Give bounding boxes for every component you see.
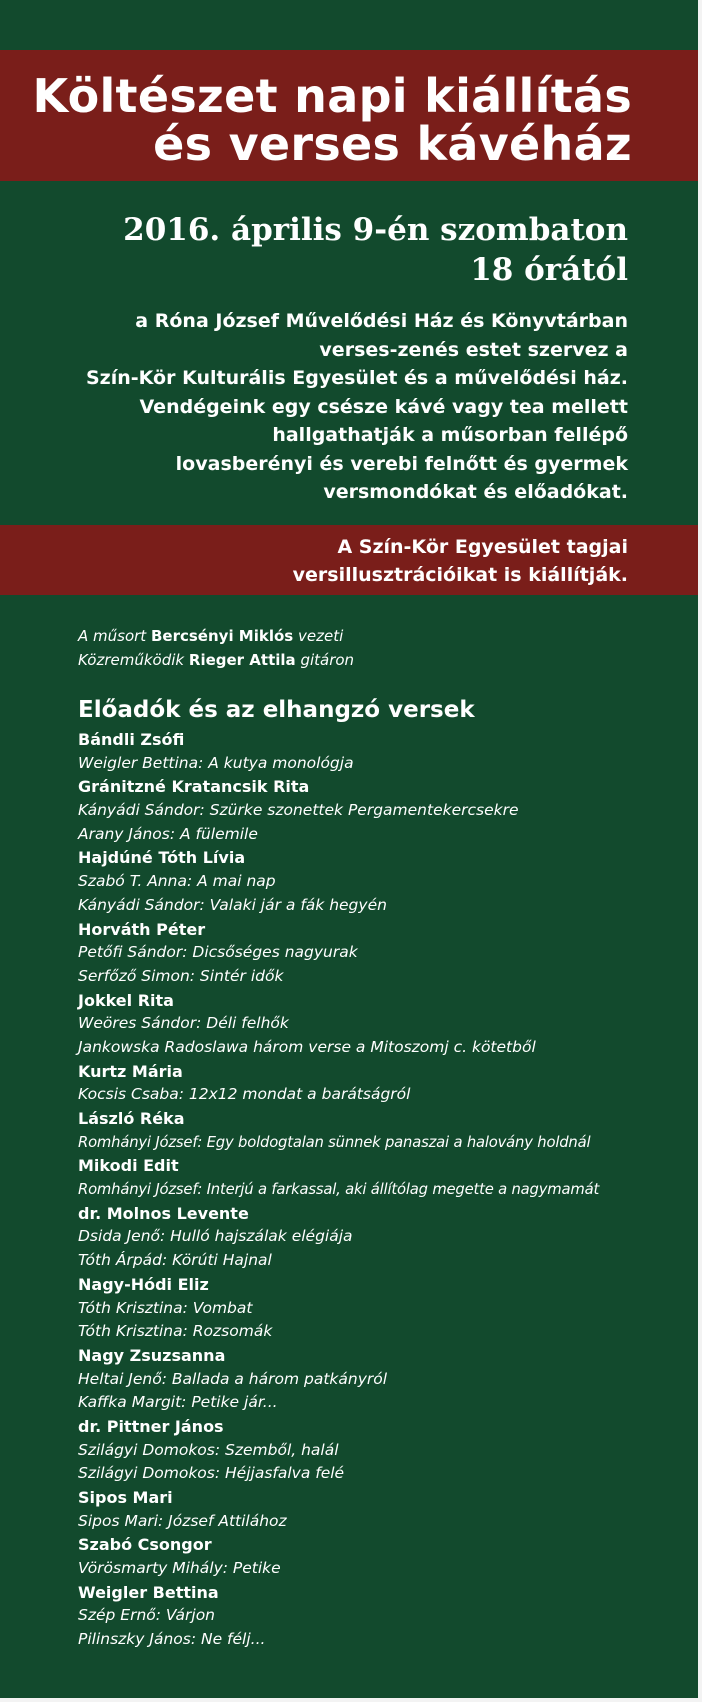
performer-name: Kurtz Mária (78, 1061, 183, 1081)
poem-item: Tóth Árpád: Körúti Hajnal (78, 1251, 272, 1270)
poem-item: Szilágyi Domokos: Héjjasfalva felé (78, 1464, 345, 1483)
performer-name: Szabó Csongor (78, 1535, 212, 1555)
poem-item: Jankowska Radoslawa három verse a Mitoszomj c. kötetből (78, 1037, 536, 1056)
performer-name: dr. Pittner János (78, 1416, 224, 1436)
poem-item: Romhányi József: Egy boldogtalan sünnek panaszai a halovány holdnál (78, 1133, 591, 1151)
poem-item: Romhányi József: Interjú a farkassal, aki állítólag megette a nagymamát (78, 1181, 600, 1199)
host-suffix: gitáron (300, 651, 355, 669)
performer-name: Bándli Zsófi (78, 730, 185, 749)
performer-name: Mikodi Edit (78, 1156, 179, 1176)
poem-item: Kányádi Sándor: Valaki jár a fák hegyén (78, 895, 387, 914)
poem-item: Dsida Jenő: Hulló hajszálak elégiája (78, 1227, 353, 1246)
performer-name: Nagy Zsuzsanna (78, 1345, 226, 1365)
intro-line: Vendégeink egy csésze kávé vagy tea mellett (139, 395, 628, 418)
performer-name: Weigler Bettina (78, 1582, 219, 1602)
section-title: Előadók és az elhangzó versek (78, 697, 475, 723)
intro-line: hallgathatják a műsorban fellépő (272, 424, 628, 446)
performer-name: Nagy-Hódi Eliz (78, 1274, 209, 1294)
poem-item: Petőfi Sándor: Dicsőséges nagyurak (78, 943, 358, 962)
poem-item: Szilágyi Domokos: Szemből, halál (78, 1440, 339, 1459)
intro-line: verses-zenés estet szervez a (319, 338, 628, 361)
performer-name: Gránitzné Kratancsik Rita (78, 777, 310, 797)
date-line-2: 18 órától (470, 252, 628, 288)
poem-item: Tóth Krisztina: Vombat (78, 1298, 253, 1317)
host-line-presenter (78, 624, 354, 648)
poem-item: Sipos Mari: József Attilához (78, 1511, 287, 1530)
date-line-1: 2016. április 9-én szombaton (123, 212, 628, 248)
note-line-1: A Szín-Kör Egyesület tagjai (337, 536, 628, 558)
poem-item: Heltai Jenő: Ballada a három patkányról (78, 1369, 388, 1388)
performer-name: dr. Molnos Levente (78, 1203, 249, 1223)
poem-item: Szép Ernő: Várjon (78, 1606, 215, 1625)
host-prefix: Közreműködik (78, 651, 185, 669)
performer-name: Hajdúné Tóth Lívia (78, 848, 246, 868)
host-prefix: A műsort (78, 627, 147, 645)
poem-item: Serfőző Simon: Sintér idők (78, 966, 284, 985)
poem-item: Vörösmarty Mihály: Petike (78, 1559, 281, 1578)
poem-item: Kaffka Margit: Petike jár... (78, 1393, 278, 1412)
poem-item: Pilinszky János: Ne félj... (78, 1630, 266, 1649)
event-date (0, 210, 628, 290)
presenter-name: Bercsényi Miklós (150, 627, 294, 645)
performer-list (78, 728, 700, 1652)
host-suffix: vezeti (298, 627, 344, 645)
guitarist-name: Rieger Attila (188, 651, 296, 669)
intro-line: lovasberényi és verebi felnőtt és gyermek (175, 452, 628, 475)
poem-item: Weigler Bettina: A kutya monológja (78, 753, 354, 772)
performer-name: Sipos Mari (78, 1488, 173, 1507)
intro-line: versmondókat és előadókat. (323, 481, 628, 503)
title-line-2: és verses kávéház (153, 117, 632, 171)
intro-line: Szín-Kör Kulturális Egyesület és a művelődési ház. (85, 367, 628, 389)
performer-name: László Réka (78, 1109, 185, 1128)
host-line-guitarist (78, 648, 354, 672)
title-band (0, 50, 698, 181)
poem-item: Kocsis Csaba: 12x12 mondat a barátságról (78, 1085, 411, 1104)
host-info (78, 624, 354, 672)
performer-name: Jokkel Rita (78, 990, 174, 1010)
poem-item: Szabó T. Anna: A mai nap (78, 872, 276, 891)
title-line-1: Költészet napi kiállítás (32, 69, 632, 123)
intro-text (0, 307, 628, 507)
note-line-2: versillusztrációikat is kiállítják. (292, 564, 628, 586)
performer-name: Horváth Péter (78, 919, 206, 939)
poem-item: Arany János: A fülemile (78, 824, 258, 843)
poem-item: Weöres Sándor: Déli felhők (78, 1014, 289, 1033)
poem-item: Tóth Krisztina: Rozsomák (78, 1322, 273, 1341)
poem-item: Kányádi Sándor: Szürke szonettek Pergamentekercsekre (78, 801, 519, 820)
exhibition-note-band (0, 525, 698, 595)
intro-line: a Róna József Művelődési Ház és Könyvtárban (135, 310, 628, 332)
